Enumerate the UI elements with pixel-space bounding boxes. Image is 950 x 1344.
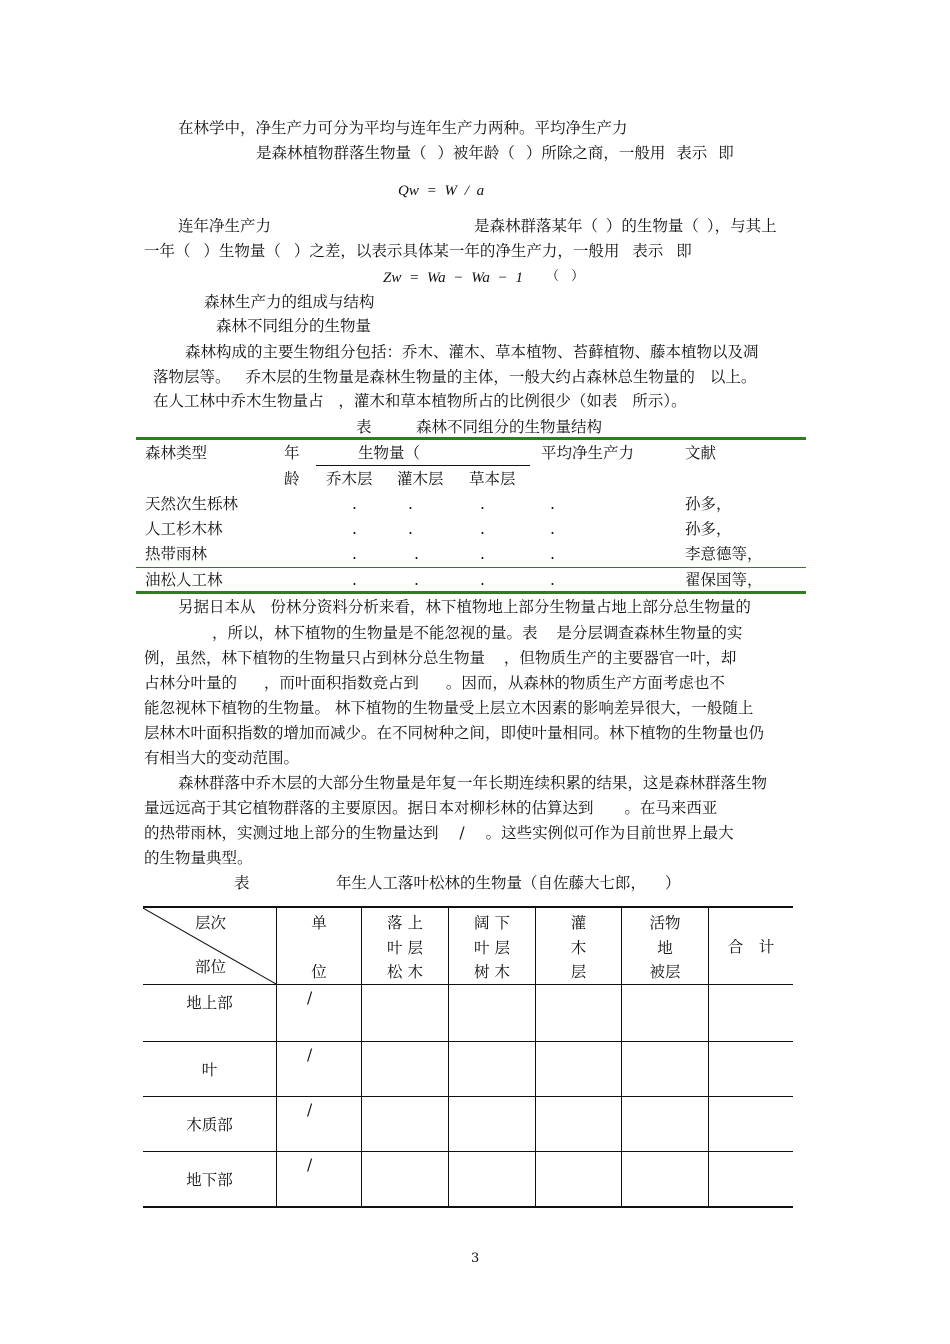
table2-data-cell [449, 1152, 536, 1208]
table2-data-cell [536, 1152, 622, 1208]
table2-header-ground [622, 907, 709, 985]
table2-header-text: 灌 [570, 914, 587, 932]
table2-data-cell [449, 1042, 536, 1097]
table2-data-cell [709, 1152, 794, 1208]
table2-header-text: 阔 下 [474, 914, 510, 932]
table2-caption-title: 年生人工落叶松林的生物量（自佐藤大七郎， ） [336, 874, 681, 892]
table2-row-label: 叶 [201, 1061, 218, 1079]
table2-header-text: 单 [311, 914, 327, 932]
table2-data-cell [536, 985, 622, 1042]
table2-row-label-cell [143, 985, 277, 1042]
table2-data-cell [449, 1097, 536, 1152]
para5-line1: 森林群落中乔木层的大部分生物量是年复一年长期连续积累的结果，这是森林群落生物 [178, 774, 768, 792]
table1-row-rule [136, 567, 806, 568]
table2-data-cell [622, 1042, 709, 1097]
table1-row-ref: 孙多， [685, 520, 732, 538]
table1-row-name: 天然次生栎林 [145, 495, 239, 513]
para5-line2: 量远远高于其它植物群落的主要原因。据日本对柳杉林的估算达到 。在马来西亚 [144, 799, 718, 817]
table2-row-unit: / [307, 989, 313, 1007]
table2-header-total [709, 907, 794, 985]
table2-header-broadleaf [449, 907, 536, 985]
para4-line6: 层林木叶面积指数的增加而减少。在不同树种之间，即使叶量相同。林下植物的生物量也仍 [144, 724, 765, 742]
para1-line1: 在林学中，净生产力可分为平均与连年生产力两种。平均净生产力 [178, 119, 628, 137]
table2-header-text: 叶 层 [474, 938, 510, 957]
para3-line3: 在人工林中乔木生物量占 ，灌木和草本植物所占的比例很少（如表 所示）。 [153, 392, 687, 410]
table2-header-unit [277, 907, 362, 985]
table1-row-tree: . [352, 520, 357, 538]
table2-header-text: 合 计 [727, 938, 775, 956]
table1-col-type: 森林类型 [145, 444, 208, 462]
table2 [143, 906, 793, 1208]
table1-row-tree: . [352, 571, 357, 589]
table2-row-unit: / [307, 1046, 313, 1064]
para5-line3: 的热带雨林，实测过地上部分的生物量达到 / 。这些实例似可作为目前世界上最大 [144, 824, 734, 842]
formula-average-npp: Qw = W / a [398, 183, 485, 199]
table2-corner-cell [143, 907, 277, 985]
table2-data-cell [536, 1042, 622, 1097]
table2-row-label-cell [143, 1152, 277, 1208]
table2-caption-label: 表 [234, 874, 250, 892]
para4-line2: ，所以，林下植物的生物量是不能忽视的量。表 是分层调查森林生物量的实 [212, 624, 743, 642]
para1-line2: 是森林植物群落生物量（ ）被年龄（ ）所除之商，一般用 表示 即 [256, 144, 734, 162]
table2-corner-top: 层次 [195, 914, 227, 932]
table1-row-herb: . [480, 495, 485, 513]
para3-line2: 落物层等。 乔木层的生物量是森林生物量的主体，一般大约占森林总生物量的 以上。 [153, 368, 757, 386]
para2-line2: 一年（ ）生物量（ ）之差，以表示具体某一年的净生产力，一般用 表示 即 [144, 242, 692, 260]
table1-row-herb: . [480, 571, 485, 589]
table1-col-ref: 文献 [685, 444, 717, 462]
table2-row-unit-cell [277, 1097, 362, 1152]
table2-header-text: 木 [570, 938, 587, 957]
table1-row-tree: . [352, 545, 357, 563]
table1-row-shrub: . [408, 520, 413, 538]
table1-row-shrub: . [408, 495, 413, 513]
table2-row-label: 木质部 [186, 1116, 233, 1134]
page-number: 3 [471, 1251, 480, 1266]
para4-line3: 例，虽然，林下植物的生物量只占到林分总生物量 ，但物质生产的主要器官一叶，却 [144, 649, 737, 667]
table1-col-npp: 平均净生产力 [541, 444, 635, 462]
table2-header-text: 位 [311, 962, 327, 981]
table2-data-cell [362, 1152, 449, 1208]
para2-line1: 是森林群落某年（ ）的生物量（ ），与其上 [474, 217, 777, 235]
table2-row-label: 地下部 [186, 1171, 233, 1189]
table1-row-npp: . [550, 571, 555, 589]
table2-header-text: 层 [570, 963, 587, 981]
table2-row-unit-cell [277, 1042, 362, 1097]
table1-row-name: 人工杉木林 [145, 520, 223, 538]
table2-row-label-cell [143, 1097, 277, 1152]
table2-row-unit: / [307, 1156, 313, 1174]
table1-sub-herb: 草本层 [469, 470, 516, 488]
para4-line1: 另据日本从 份林分资料分析来看，林下植物地上部分生物量占地上部分总生物量的 [178, 598, 751, 616]
table2-data-cell [362, 985, 449, 1042]
table1-bottom-rule [136, 591, 806, 594]
table2-row-label: 地上部 [186, 994, 233, 1012]
table1-caption-label: 表 [356, 418, 372, 436]
table1-row-shrub: . [414, 571, 419, 589]
table2-data-cell [622, 1097, 709, 1152]
table1-row-name: 油松人工林 [145, 571, 223, 589]
table2-data-cell [362, 1042, 449, 1097]
table1-row-npp: . [550, 545, 555, 563]
formula2-paren: （ ） [546, 269, 585, 284]
table1-row-ref: 孙多， [685, 495, 732, 513]
table1-row-npp: . [550, 520, 555, 538]
table2-data-cell [622, 985, 709, 1042]
table2-row-unit-cell [277, 1152, 362, 1208]
table1-row-name: 热带雨林 [145, 545, 208, 563]
table2-row-unit-cell [277, 985, 362, 1042]
table1-row-npp: . [550, 495, 555, 513]
para5-line4: 的生物量典型。 [144, 849, 253, 867]
table2-header-text: 松 木 [387, 963, 423, 981]
para4-line7: 有相当大的变动范围。 [144, 749, 300, 767]
table1-top-rule [136, 437, 806, 440]
formula-annual-npp: Zw = Wa − Wa − 1 [383, 270, 523, 286]
para4-line4: 占林分叶量的 ，而叶面积指数竞占到 。因而，从森林的物质生产方面考虑也不 [144, 674, 725, 692]
table2-header-text: 活物 [649, 914, 681, 932]
table1-sub-tree: 乔木层 [326, 470, 373, 488]
para4-line5: 能忽视林下植物的生物量。 林下植物的生物量受上层立木因素的影响差异很大，一般随上 [144, 699, 754, 717]
table2-header-text: 地 [657, 938, 673, 957]
table2-header-text: 树 木 [474, 963, 510, 981]
table2-data-cell [622, 1152, 709, 1208]
heading-structure: 森林生产力的组成与结构 [204, 293, 375, 311]
table1-col-biomass: 生物量（ [358, 444, 421, 462]
table2-header-text: 落 上 [387, 914, 423, 932]
table1-row-herb: . [480, 520, 485, 538]
table2-data-cell [709, 1097, 794, 1152]
table1-row-tree: . [352, 495, 357, 513]
table2-header-text: 被层 [649, 963, 681, 981]
table2-data-cell [536, 1097, 622, 1152]
table1-row-shrub: . [414, 545, 419, 563]
para3-line1: 森林构成的主要生物组分包括：乔木、灌木、草本植物、苔藓植物、藤本植物以及凋 [185, 343, 759, 361]
para2-term: 连年净生产力 [178, 217, 272, 235]
table1-col-age-1: 年 [284, 444, 300, 462]
table1-row-ref: 翟保国等， [685, 571, 763, 589]
table2-header-larch [362, 907, 449, 985]
table2-data-cell [449, 985, 536, 1042]
table1-row-ref: 李意德等， [685, 545, 763, 563]
table1-col-age-2: 龄 [284, 470, 300, 488]
table2-header-text: 叶 层 [387, 938, 423, 957]
heading-components: 森林不同组分的生物量 [216, 317, 372, 335]
table1-row-herb: . [480, 545, 485, 563]
table2-data-cell [362, 1097, 449, 1152]
table1-sub-shrub: 灌木层 [397, 470, 444, 488]
table2-row-label-cell [143, 1042, 277, 1097]
table1-biomass-rule [316, 465, 530, 466]
table2-row-unit: / [307, 1101, 313, 1119]
table1-caption-title: 森林不同组分的生物量结构 [416, 418, 603, 436]
table2-corner-bottom: 部位 [195, 958, 227, 976]
table2-data-cell [709, 1042, 794, 1097]
table2-data-cell [709, 985, 794, 1042]
table2-header-shrub [536, 907, 622, 985]
